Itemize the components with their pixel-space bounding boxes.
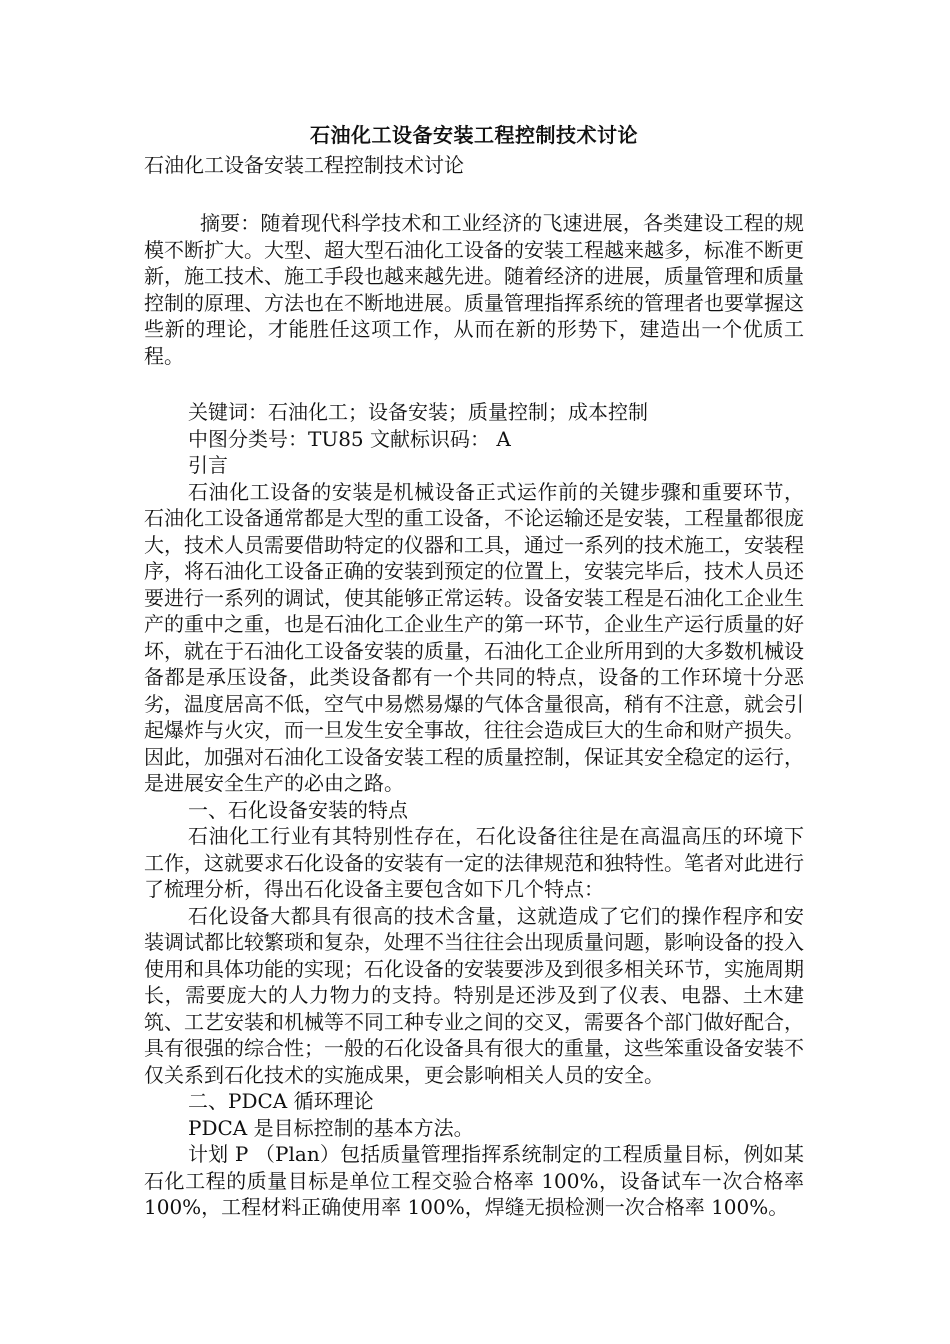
intro-heading: 引言 — [188, 453, 228, 477]
section2-paragraph-2: 计划 P （Plan）包括质量管理指挥系统制定的工程质量目标，例如某石化工程的质量目标是单位工程交验合格率 100%，设备试车一次合格率 100%，工程材料正确使用率 100%，焊缝无损检测一次合格率 100%。 — [144, 1142, 804, 1219]
spacer — [144, 369, 804, 399]
section2-heading: 二、PDCA 循环理论 — [188, 1089, 374, 1113]
section1-paragraph-2: 石化设备大都具有很高的技术含量，这就造成了它们的操作程序和安装调试都比较繁琐和复杂，处理不当往往会出现质量问题，影响设备的投入使用和具体功能的实现；石化设备的安装要涉及到很多相关环节，实施周期长，需要庞大的人力物力的支持。特别是还涉及到了仪表、电器、土木建筑、工艺安装和机械等不同工种专业之间的交叉，需要各个部门做好配合，具有很强的综合性；一般的石化设备具有很大的重量，这些笨重设备安装不仅关系到石化技术的实施成果，更会影响相关人员的安全。 — [144, 903, 804, 1087]
section2-paragraph-1: PDCA 是目标控制的基本方法。 — [188, 1115, 474, 1140]
classification-line: 中图分类号：TU85 文献标识码： A — [188, 426, 511, 451]
document-subtitle: 石油化工设备安装工程控制技术讨论 — [144, 153, 464, 177]
intro-paragraph: 石油化工设备的安装是机械设备正式运作前的关键步骤和重要环节，石油化工设备通常都是大型的重工设备，不论运输还是安装，工程量都很庞大，技术人员需要借助特定的仪器和工具，通过一系列的技术施工，安装程序，将石油化工设备正确的安装到预定的位置上，安装完毕后，技术人员还要进行一系列的调试，使其能够正常运转。设备安装工程是石油化工企业生产的重中之重，也是石油化工企业生产的第一环节，企业生产运行质量的好坏，就在于石油化工设备安装的质量，石油化工企业所用到的大多数机械设备都是承压设备，此类设备都有一个共同的特点，设备的工作环境十分恶劣，温度居高不低，空气中易燃易爆的气体含量很高，稍有不注意，就会引起爆炸与火灾，而一旦发生安全事故，往往会造成巨大的生命和财产损失。因此，加强对石油化工设备安装工程的质量控制，保证其安全稳定的运行，是进展安全生产的必由之路。 — [144, 479, 804, 795]
spacer — [144, 180, 804, 210]
section1-paragraph-1: 石油化工行业有其特别性存在，石化设备往往是在高温高压的环境下工作，这就要求石化设备的安装有一定的法律规范和独特性。笔者对此进行了梳理分析，得出石化设备主要包含如下几个特点： — [144, 824, 804, 901]
keywords-line: 关键词：石油化工；设备安装；质量控制；成本控制 — [188, 400, 648, 424]
document-title: 石油化工设备安装工程控制技术讨论 — [310, 123, 638, 147]
section1-heading: 一、石化设备安装的特点 — [188, 797, 408, 822]
document-page — [144, 120, 804, 1221]
abstract-paragraph: 摘要：随着现代科学技术和工业经济的飞速进展，各类建设工程的规模不断扩大。大型、超大型石油化工设备的安装工程越来越多，标准不断更新，施工技术、施工手段也越来越先进。随着经济的进展，质量管理和质量控制的原理、方法也在不断地进展。质量管理指挥系统的管理者也要掌握这些新的理论，才能胜任这项工作，从而在新的形势下，建造出一个优质工程。 — [144, 211, 804, 368]
